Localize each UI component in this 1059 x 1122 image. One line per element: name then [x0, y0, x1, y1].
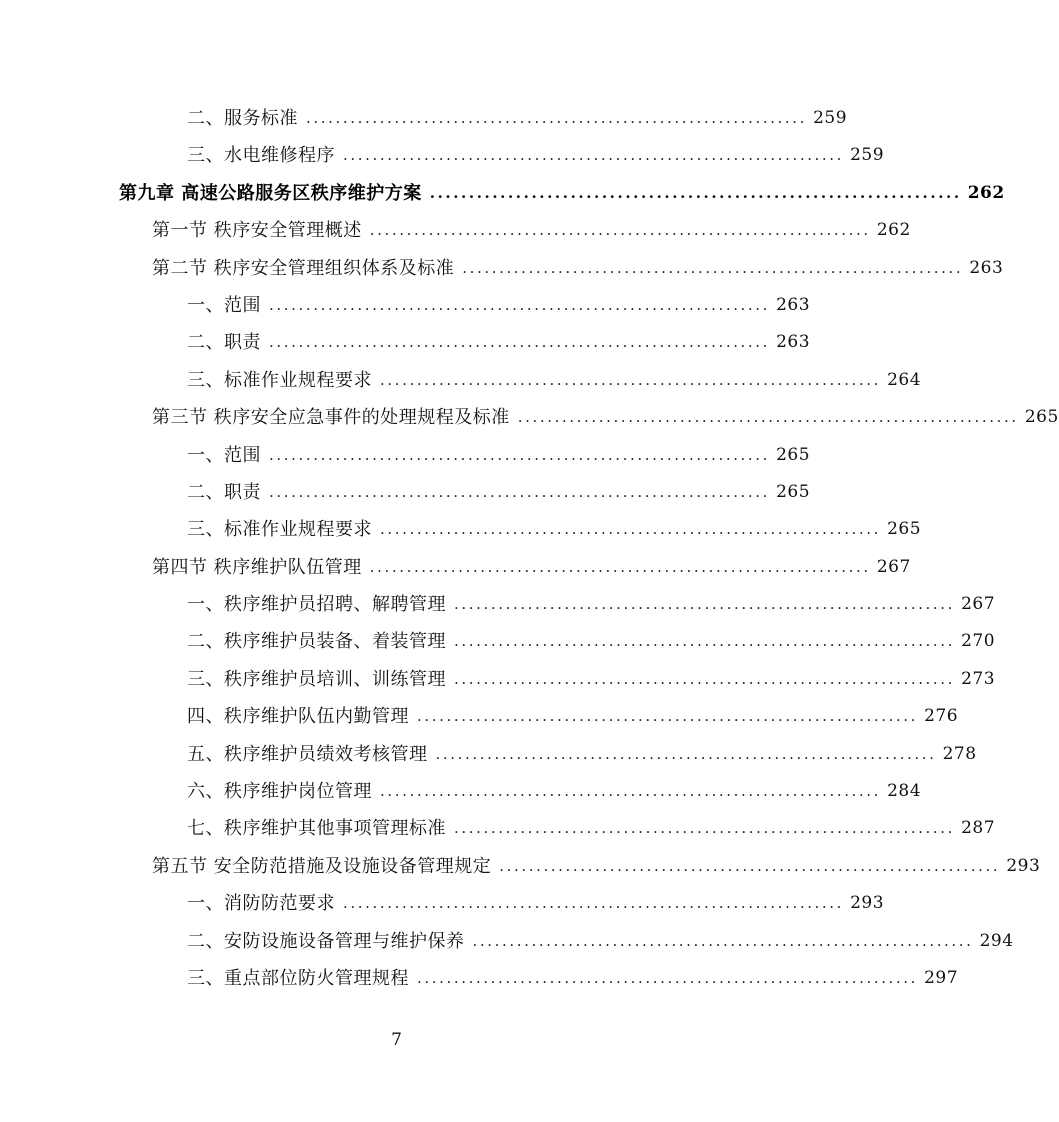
- dot-leader: ....................................................................: [417, 707, 919, 726]
- dot-leader: ....................................................................: [369, 557, 871, 576]
- toc-entry-page: 267: [961, 594, 996, 615]
- dot-leader: ....................................................................: [380, 782, 882, 801]
- page-number: 7: [391, 1030, 402, 1050]
- toc-entry-page: 265: [776, 481, 811, 502]
- toc-entry[interactable]: [0, 287, 811, 324]
- toc-entry[interactable]: [0, 923, 1014, 960]
- toc-entry[interactable]: [0, 736, 977, 773]
- toc-entry-page: 287: [961, 818, 996, 839]
- toc-entry-page: 278: [942, 743, 977, 764]
- toc-entry-title: 第五节 安全防范措施及设施设备管理规定: [152, 855, 492, 877]
- toc-entry-page: 259: [850, 145, 885, 166]
- toc-entry-title: 三、水电维修程序: [187, 145, 335, 167]
- toc-entry-title: 三、秩序维护员培训、训练管理: [187, 668, 446, 690]
- toc-entry-page: 263: [776, 294, 811, 315]
- toc-entry[interactable]: [0, 698, 959, 735]
- toc-entry-title: 第三节 秩序安全应急事件的处理规程及标准: [152, 407, 510, 429]
- toc-section-entry[interactable]: [0, 212, 911, 249]
- toc-entry-title: 一、秩序维护员招聘、解聘管理: [187, 594, 446, 616]
- toc-entry-page: 263: [969, 257, 1004, 278]
- toc-entry[interactable]: [0, 511, 922, 548]
- toc-section-entry[interactable]: [0, 549, 911, 586]
- dot-leader: ....................................................................: [269, 482, 771, 501]
- toc-entry[interactable]: [0, 100, 848, 137]
- toc-entry-page: 263: [776, 332, 811, 353]
- dot-leader: ....................................................................: [454, 819, 956, 838]
- toc-entry-title: 第四节 秩序维护队伍管理: [152, 556, 362, 578]
- toc-entry-title: 二、服务标准: [187, 108, 298, 129]
- dot-leader: ....................................................................: [454, 632, 956, 651]
- dot-leader: ....................................................................: [429, 183, 962, 202]
- toc-entry-page: 262: [967, 182, 1005, 203]
- dot-leader: ....................................................................: [435, 744, 937, 763]
- dot-leader: ....................................................................: [472, 931, 974, 950]
- toc-entry[interactable]: [0, 586, 996, 623]
- toc-entry-page: 276: [924, 706, 959, 727]
- dot-leader: ....................................................................: [269, 295, 771, 314]
- toc-entry-page: 262: [876, 220, 911, 241]
- toc-entry-title: 二、安防设施设备管理与维护保养: [187, 930, 465, 952]
- toc-entry-page: 265: [776, 444, 811, 465]
- toc-entry-title: 二、秩序维护员装备、着装管理: [187, 631, 446, 653]
- dot-leader: ....................................................................: [517, 408, 1019, 427]
- toc-entry[interactable]: [0, 324, 811, 361]
- toc-entry-page: 265: [1024, 407, 1059, 428]
- dot-leader: ....................................................................: [499, 856, 1001, 875]
- toc-entry-title: 一、消防防范要求: [187, 893, 335, 915]
- toc-entry-page: 294: [979, 930, 1014, 951]
- toc-section-entry[interactable]: [0, 250, 1004, 287]
- toc-section-entry[interactable]: [0, 399, 1059, 436]
- dot-leader: ....................................................................: [306, 109, 808, 127]
- toc-entry-title: 第一节 秩序安全管理概述: [152, 220, 362, 242]
- toc-entry-title: 第二节 秩序安全管理组织体系及标准: [152, 257, 455, 279]
- toc-entry-page: 297: [924, 967, 959, 988]
- toc-entry[interactable]: [0, 437, 811, 474]
- toc-entry[interactable]: [0, 137, 885, 174]
- table-of-contents: [0, 100, 1059, 997]
- toc-entry[interactable]: [0, 885, 885, 922]
- toc-entry-title: 二、职责: [187, 481, 261, 503]
- toc-entry-title: 三、标准作业规程要求: [187, 519, 372, 541]
- toc-entry-page: 293: [850, 893, 885, 914]
- toc-entry-page: 270: [961, 631, 996, 652]
- dot-leader: ....................................................................: [454, 669, 956, 688]
- toc-entry[interactable]: [0, 362, 922, 399]
- toc-entry-page: 265: [887, 519, 922, 540]
- toc-entry[interactable]: [0, 810, 996, 847]
- toc-entry-page: 284: [887, 781, 922, 802]
- toc-entry[interactable]: [0, 773, 922, 810]
- dot-leader: ....................................................................: [269, 445, 771, 464]
- toc-entry-title: 一、范围: [187, 294, 261, 316]
- toc-entry-title: 五、秩序维护员绩效考核管理: [187, 743, 428, 765]
- toc-entry[interactable]: [0, 474, 811, 511]
- toc-entry-page: 293: [1006, 855, 1041, 876]
- dot-leader: ....................................................................: [343, 894, 845, 913]
- toc-entry-title: 一、范围: [187, 444, 261, 466]
- toc-entry-title: 六、秩序维护岗位管理: [187, 781, 372, 803]
- toc-entry-page: 273: [961, 668, 996, 689]
- toc-entry-page: 267: [876, 556, 911, 577]
- toc-entry-title: 七、秩序维护其他事项管理标准: [187, 818, 446, 840]
- toc-entry-title: 第九章 高速公路服务区秩序维护方案: [119, 182, 422, 204]
- dot-leader: ....................................................................: [269, 333, 771, 352]
- dot-leader: ....................................................................: [380, 370, 882, 389]
- dot-leader: ....................................................................: [454, 595, 956, 614]
- dot-leader: ....................................................................: [343, 146, 845, 165]
- toc-chapter-entry[interactable]: [0, 175, 1005, 212]
- dot-leader: ....................................................................: [417, 968, 919, 987]
- toc-entry-page: 259: [813, 108, 848, 128]
- dot-leader: ....................................................................: [462, 258, 964, 277]
- toc-entry[interactable]: [0, 623, 996, 660]
- dot-leader: ....................................................................: [380, 520, 882, 539]
- toc-entry-title: 二、职责: [187, 332, 261, 354]
- toc-entry-title: 三、重点部位防火管理规程: [187, 967, 409, 989]
- toc-entry[interactable]: [0, 960, 959, 997]
- toc-entry-title: 四、秩序维护队伍内勤管理: [187, 706, 409, 728]
- toc-entry-page: 264: [887, 369, 922, 390]
- toc-entry-title: 三、标准作业规程要求: [187, 369, 372, 391]
- toc-section-entry[interactable]: [0, 848, 1041, 885]
- toc-entry[interactable]: [0, 661, 996, 698]
- dot-leader: ....................................................................: [369, 221, 871, 240]
